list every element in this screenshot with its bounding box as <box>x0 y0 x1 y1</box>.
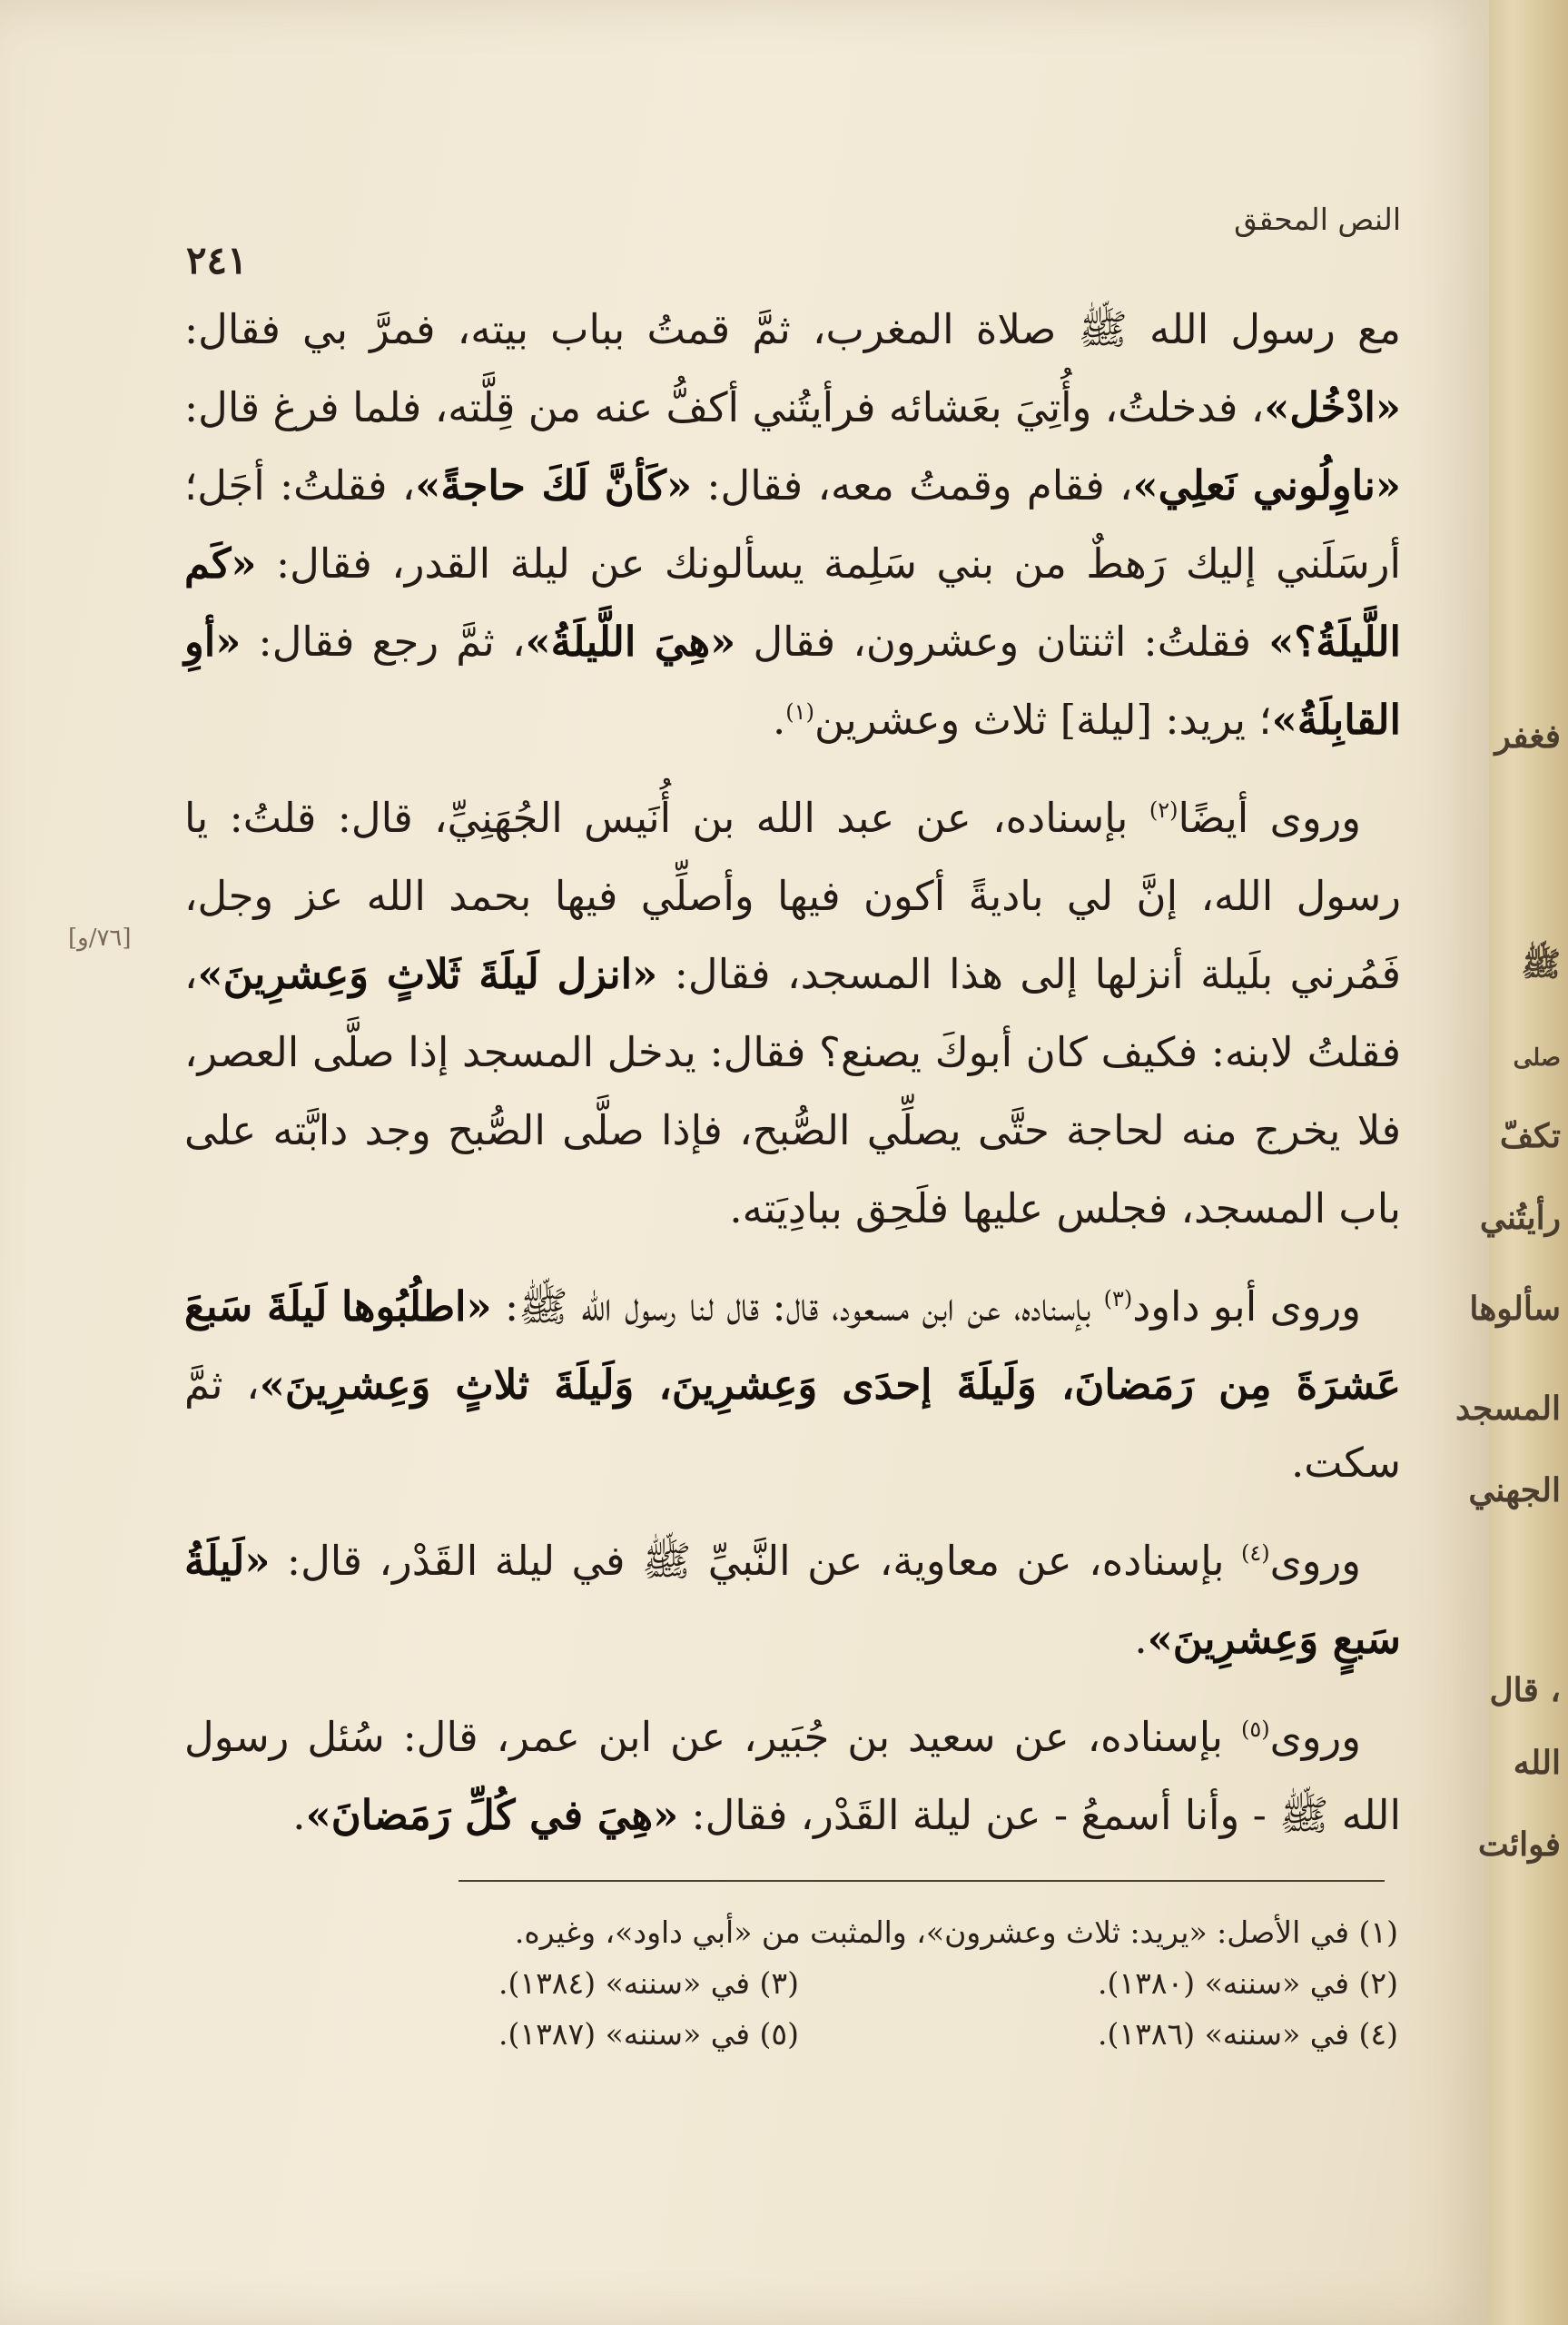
margin-folio-reference: [٧٦/و] <box>68 925 132 952</box>
footnote-marker: (٢) <box>1149 797 1178 823</box>
quote: «انزل لَيلَةَ ثَلاثٍ وَعِشرِينَ» <box>197 950 658 998</box>
text-run: ، فقام وقمتُ معه، فقال: <box>692 461 1133 510</box>
adjacent-page-fragment: المسجد <box>1455 1390 1561 1428</box>
adjacent-page-fragment: فوائت <box>1477 1825 1561 1864</box>
paragraph-4 <box>184 1522 1401 1678</box>
text-run: ، فقلتُ: أجَل؛ أرسَلَني إليك رَهطٌ من بني سَلِمة يسألونك عن ليلة القدر، فقال: <box>184 461 1401 588</box>
adjacent-page-fragment: فغفر <box>1494 717 1561 756</box>
text-run: وروى أبو داود <box>1132 1282 1361 1331</box>
footnote-marker: (١) <box>785 699 814 725</box>
text-run: . <box>1134 1615 1148 1663</box>
quote: «هِيَ في كُلِّ رَمَضانَ» <box>305 1791 679 1839</box>
adjacent-page-fragment: ، قال <box>1489 1671 1561 1709</box>
footnote-marker: (٤) <box>1240 1540 1270 1566</box>
paragraph-3 <box>184 1268 1401 1502</box>
adjacent-page-fragment: ﷺ <box>1521 945 1561 984</box>
quote: «اطلُبُوها لَيلَةَ سَبعَ عَشرَةَ مِن رَمَضانَ، وَلَيلَةَ إحدَى وَعِشرِينَ، وَلَيلَةَ ثلاثٍ وَعِشرِينَ» <box>184 1282 1401 1409</box>
adjacent-page-fragment: الله <box>1513 1744 1561 1782</box>
text-run: فقلتُ: اثنتان وعشرون، فقال <box>735 618 1269 666</box>
text-run: بإسناده، عن معاوية، عن النَّبيِّ ﷺ في ليلة القَدْر، قال: <box>270 1537 1241 1585</box>
adjacent-page-fragment: سألوها <box>1469 1290 1561 1328</box>
paragraph-1 <box>184 291 1401 759</box>
text-run: . <box>292 1791 306 1839</box>
quote: «لَيلَةُ سَبعٍ وَعِشرِينَ» <box>184 1537 1401 1663</box>
running-head: النص المحقق <box>1234 202 1401 237</box>
footnote-4: (٤) في «سننه» (١٣٨٦). <box>1097 2016 1398 2052</box>
footnote-separator <box>459 1880 1385 1882</box>
text-run: وروى أيضًا <box>1178 794 1362 842</box>
footnote-row <box>191 2009 1398 2060</box>
text-run: وروى <box>1269 1537 1361 1585</box>
text-run: وروى <box>1269 1713 1361 1761</box>
quote: «كَأنَّ لَكَ حاجةً» <box>415 461 693 510</box>
adjacent-page-fragment: رأيتُني <box>1479 1199 1561 1237</box>
text-run: بإسناده، عن سعيد بن جُبَير، عن ابن عمر، قال: سُئل رسول الله ﷺ - وأنا أسمعُ - عن ليلة القَدْر، فقال: <box>184 1713 1401 1839</box>
text-run: . <box>772 696 786 744</box>
text-run: ، فقلتُ لابنه: فكيف كان أبوكَ يصنع؟ فقال: يدخل المسجد إذا صلَّى العصر، فلا يخرج منه لحاجة حتَّى يصلِّي الصُّبح، فإذا صلَّى الصُّبح وجد دابَّته على باب المسجد، فجلس عليها فلَحِق ببادِيَته. <box>184 950 1401 1232</box>
text-run: ، فدخلتُ، وأُتِيَ بعَشائه فرأيتُني أكفُّ عنه من قِلَّته، فلما فرغ قال: <box>184 383 1265 431</box>
quote: «هِيَ اللَّيلَةُ» <box>525 618 736 666</box>
footnote-marker: (٣) <box>1103 1286 1133 1311</box>
adjacent-page-edge <box>1455 0 1568 2325</box>
quote: «كَم اللَّيلَةُ؟» <box>184 539 1401 666</box>
adjacent-page-fragment: الجهني <box>1468 1471 1561 1509</box>
text-run: بإسناده، عن عبد الله بن أُنَيس الجُهَنِيِّ، قال: قلتُ: يا رسول الله، إنَّ لي باديةً أكون فيها وأصلِّي فيها بحمد الله عز وجل، فَمُرني بلَيلة أنزلها إلى هذا المسجد، فقال: <box>184 794 1402 998</box>
main-text <box>184 291 1401 1875</box>
footnotes <box>191 1907 1398 2060</box>
footnote-1: (١) في الأصل: «يريد: ثلاث وعشرون»، والمثبت من «أبي داود»، وغيره. <box>514 1914 1398 1950</box>
text-run: ؛ يريد: [ليلة] ثلاث وعشرين <box>814 696 1272 744</box>
text-run: ، ثمَّ سكت. <box>184 1360 1401 1487</box>
paragraph-5 <box>184 1698 1401 1855</box>
footnote-marker: (٥) <box>1240 1717 1270 1742</box>
quote: «أوِ القابِلَةُ» <box>184 618 1401 744</box>
text-run: ، ثمَّ رجع فقال: <box>241 618 526 666</box>
footnote-3: (٣) في «سننه» (١٣٨٤). <box>498 1965 799 2001</box>
quote: «ناوِلُوني نَعلِي» <box>1132 461 1402 510</box>
adjacent-page-fragment: صلى <box>1513 1044 1561 1072</box>
page-number: ٢٤١ <box>186 238 248 282</box>
text-run: بإسناده، عن ابن مسعود، قال: قال لنا رسول الله ﷺ: <box>491 1282 1104 1331</box>
paragraph-2 <box>184 779 1401 1248</box>
adjacent-page-fragment: تكفّ <box>1499 1117 1561 1155</box>
text-run: مع رسول الله ﷺ صلاة المغرب، ثمَّ قمتُ بباب بيته، فمرَّ بي فقال: <box>184 305 1401 353</box>
footnote-5: (٥) في «سننه» (١٣٨٧). <box>498 2016 799 2052</box>
footnote-2: (٢) في «سننه» (١٣٨٠). <box>1097 1965 1398 2001</box>
footnote-row <box>191 1958 1398 2009</box>
quote: «ادْخُل» <box>1264 383 1401 431</box>
